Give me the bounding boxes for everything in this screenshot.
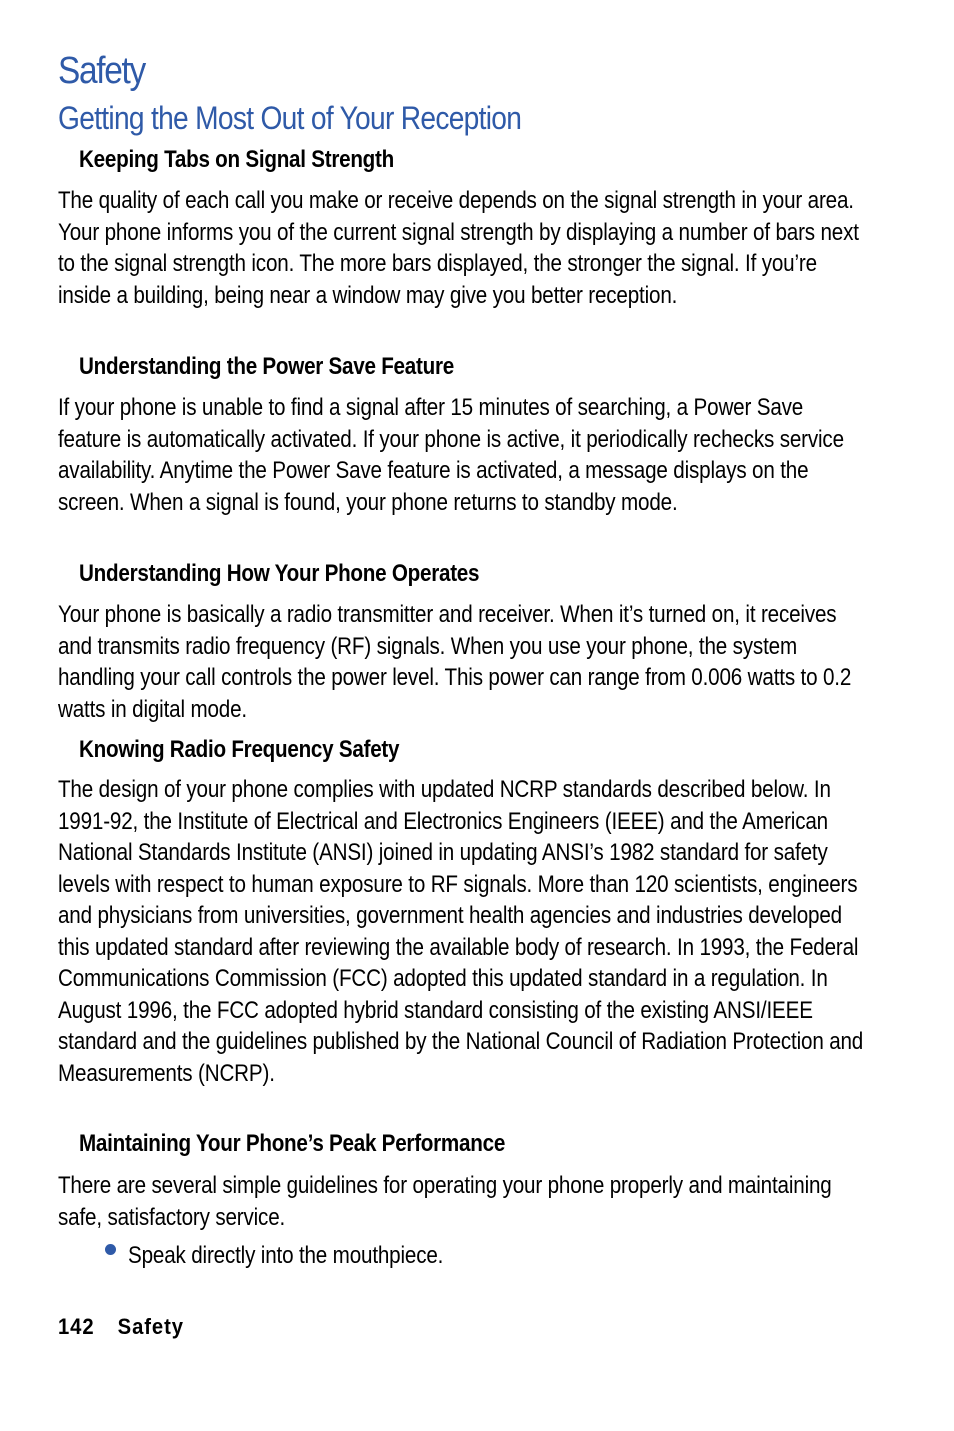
subheading-peak-performance: Maintaining Your Phone’s Peak Performance — [79, 1130, 506, 1157]
subheading-power-save: Understanding the Power Save Feature — [79, 353, 454, 380]
chapter-title: Safety — [58, 50, 145, 92]
page-footer — [58, 1314, 184, 1340]
paragraph-rf-safety: The design of your phone complies with updated NCRP standards described below. In 1991-92, the Institute of Electrical and Electronics Engineers (IEEE) and the American National Standards Institute (ANSI) joined in updating ANSI’s 1982 standard for safety levels with respect to human exposure to RF signals. More than 120 scientists, engineers and physicians from universities, government health agencies and industries developed this updated standard after reviewing the available body of research. In 1993, the Federal Communications Commission (FCC) adopted this updated standard in a regulation. In August 1996, the FCC adopted hybrid standard consisting of the existing ANSI/IEEE standard and the guidelines published by the National Council of Radiation Protection and Measurements (NCRP). — [58, 776, 864, 1087]
footer-label: Safety — [117, 1314, 184, 1339]
subheading-phone-operates: Understanding How Your Phone Operates — [79, 560, 480, 587]
subheading-rf-safety: Knowing Radio Frequency Safety — [79, 736, 400, 763]
page-number: 142 — [58, 1314, 95, 1339]
paragraph-power-save: If your phone is unable to find a signal after 15 minutes of searching, a Power Save feature is automatically activated. If your phone is active, it periodically rechecks service availability. Anytime the Power Save feature is activated, a message displays on the screen. When a signal is found, your phone returns to standby mode. — [58, 394, 844, 516]
paragraph-signal-strength: The quality of each call you make or receive depends on the signal strength in your area. Your phone informs you of the current signal strength by displaying a number of bars next to the signal strength icon. The more bars displayed, the stronger the signal. If you’re inside a building, being near a window may give you better reception. — [58, 187, 859, 309]
section-title: Getting the Most Out of Your Reception — [58, 100, 522, 136]
paragraph-peak-performance: There are several simple guidelines for operating your phone properly and maintaining safe, satisfactory service. — [58, 1172, 832, 1231]
bullet-icon — [105, 1244, 116, 1255]
paragraph-phone-operates: Your phone is basically a radio transmitter and receiver. When it’s turned on, it receives and transmits radio frequency (RF) signals. When you use your phone, the system handling your call controls the power level. This power can range from 0.006 watts to 0.2 watts in digital mode. — [58, 601, 852, 723]
subheading-signal-strength: Keeping Tabs on Signal Strength — [79, 146, 395, 173]
bullet-text: Speak directly into the mouthpiece. — [128, 1242, 444, 1269]
